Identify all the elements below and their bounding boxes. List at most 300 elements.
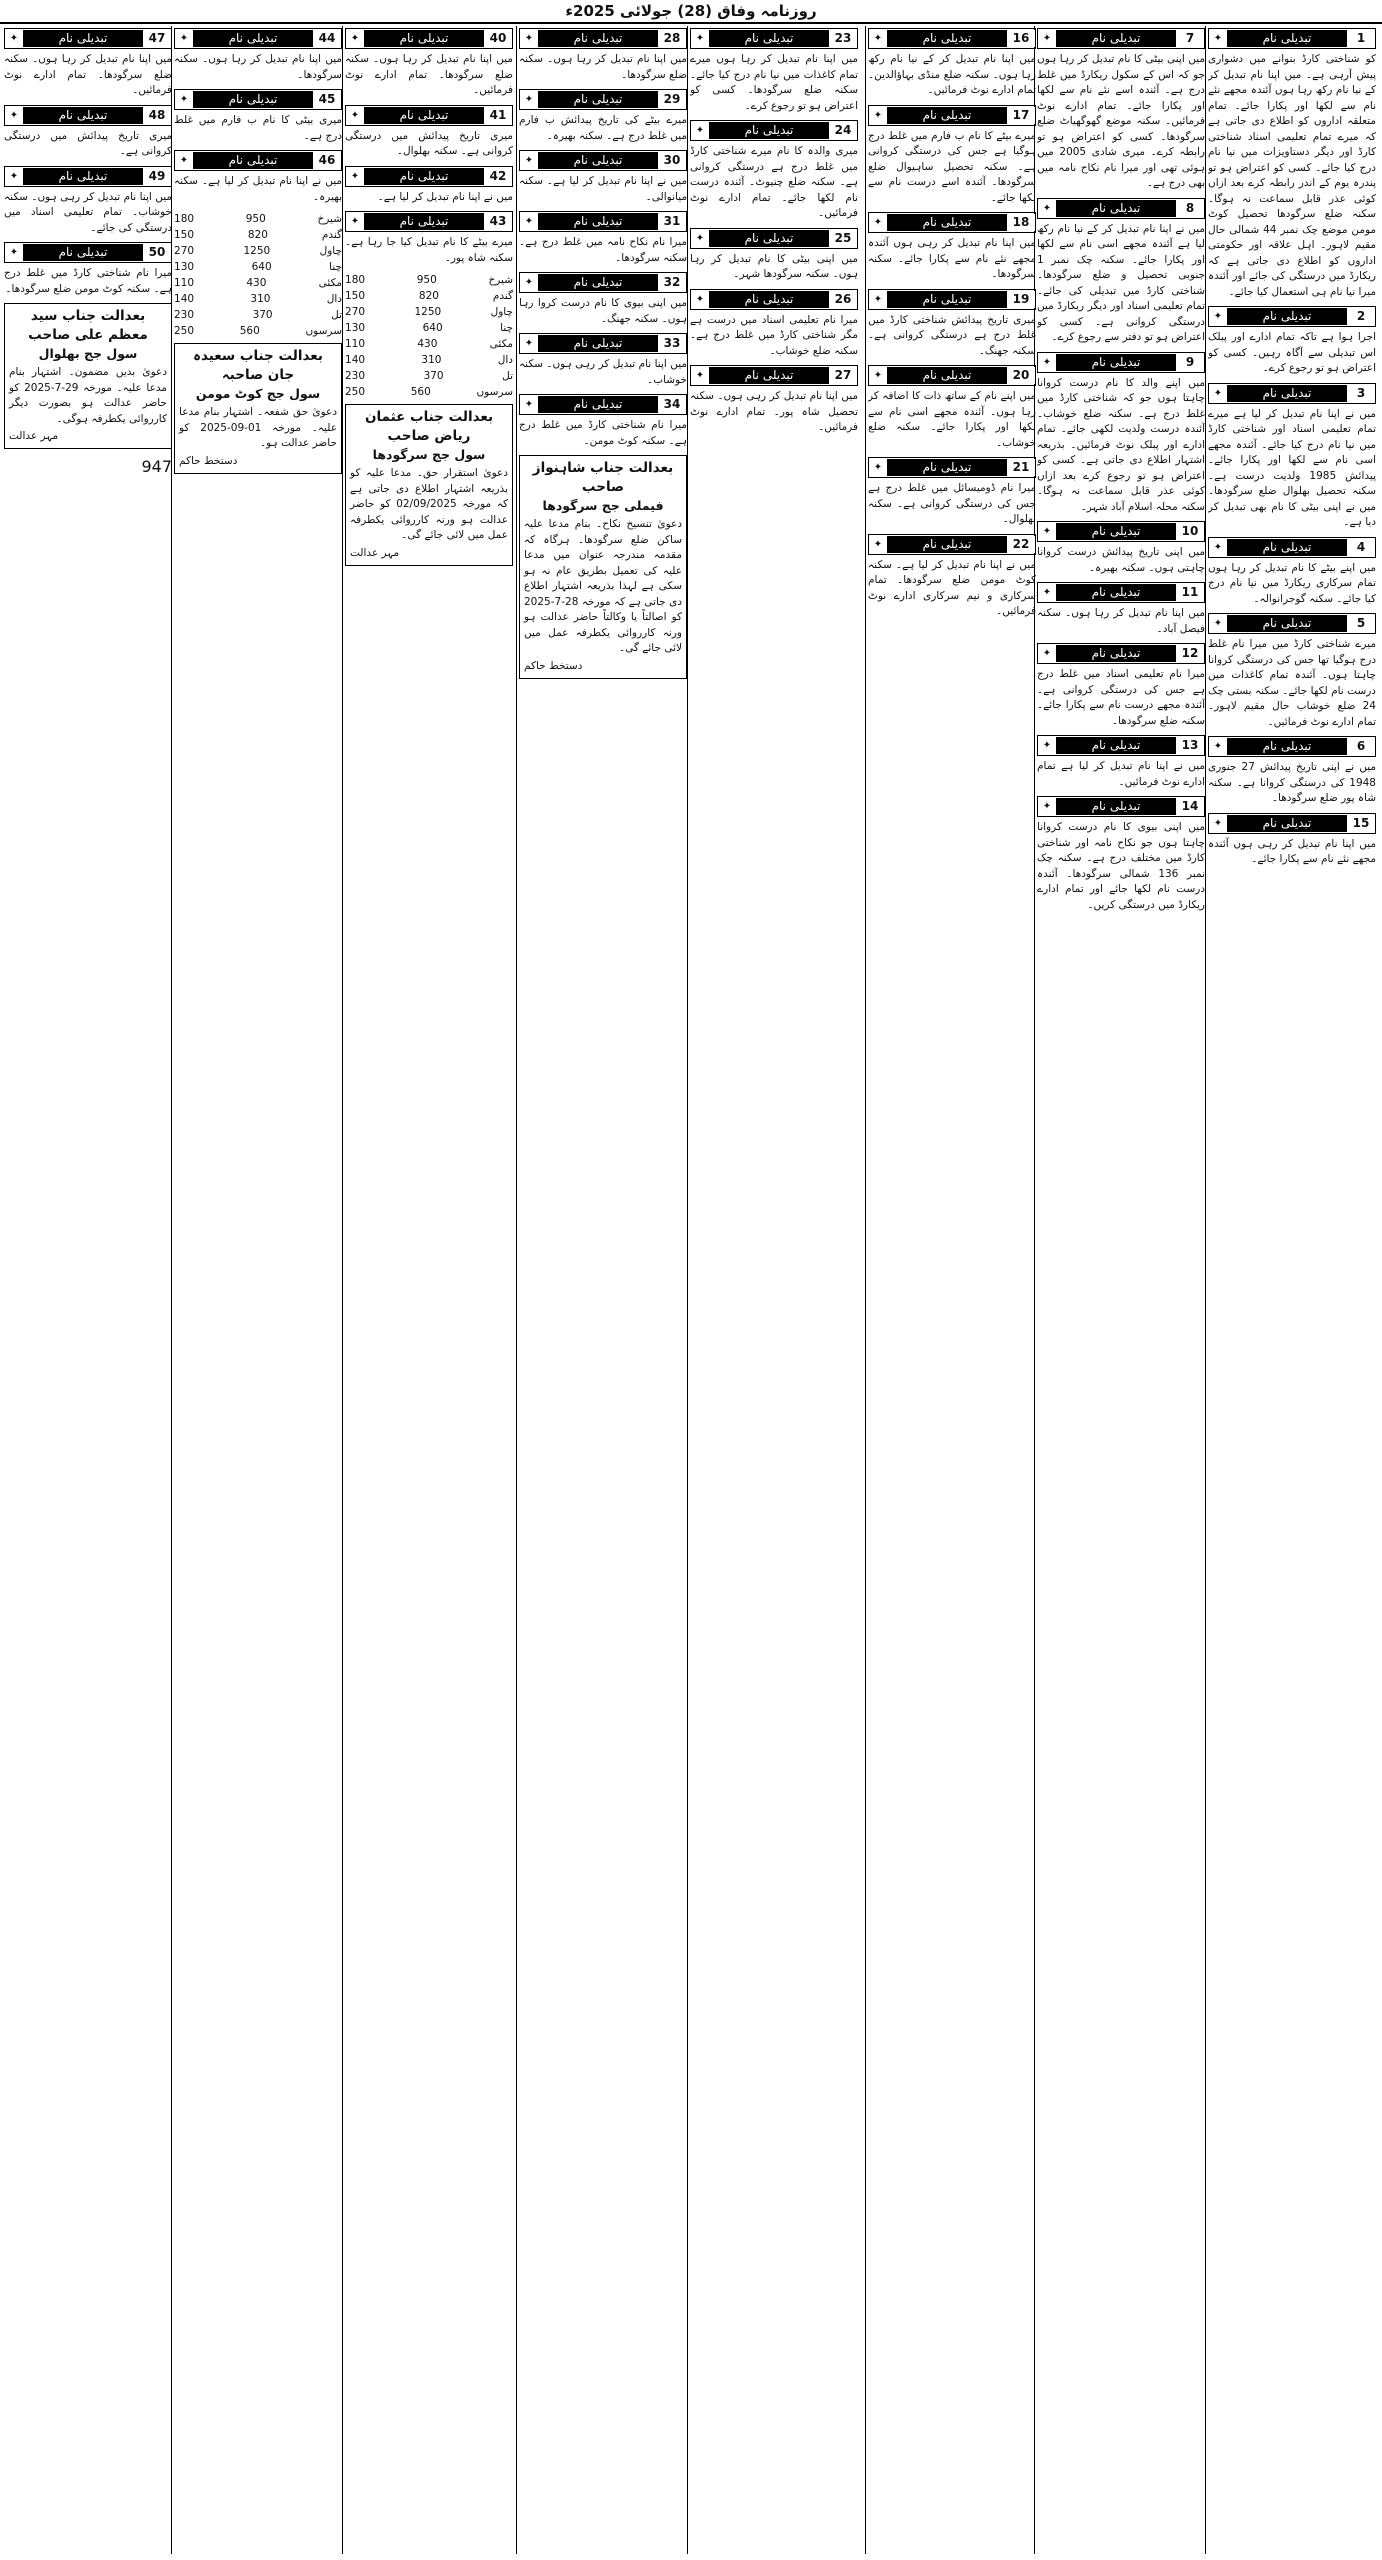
price-row [345, 352, 513, 368]
price-item: دال [326, 293, 342, 305]
price-item: چاول [490, 306, 513, 318]
price-row [174, 291, 342, 307]
notice-item [1037, 796, 1205, 913]
notice-label: تبدیلی نام [710, 230, 828, 247]
notice-item [868, 365, 1036, 451]
notice-body: میں اپنا نام تبدیل کر رہا ہوں۔ سکنہ سرگودھا۔ [174, 53, 342, 81]
notice-header [174, 28, 342, 49]
notice-header [690, 120, 858, 141]
notice-item [345, 211, 513, 266]
notice-header [345, 211, 513, 232]
notice-number: 33 [657, 335, 686, 352]
column-divider [342, 26, 343, 2554]
notice-mark-icon: ✦ [1209, 30, 1228, 47]
notice-number: 11 [1175, 584, 1204, 601]
notice-mark-icon: ✦ [520, 91, 539, 108]
notice-item [1208, 306, 1376, 377]
notice-mark-icon: ✦ [1038, 737, 1057, 754]
notice-number: 19 [1006, 291, 1035, 308]
notice-item [174, 150, 342, 205]
price-row [174, 227, 342, 243]
price-item: سرسوں [305, 325, 342, 337]
price-qty: 110 [345, 338, 366, 350]
notice-body: میں اپنی بیٹی کا نام تبدیل کر رہا ہوں۔ سکنہ سرگودھا شہر۔ [690, 252, 858, 280]
notice-header [519, 89, 687, 110]
price-row [345, 272, 513, 288]
notice-mark-icon: ✦ [520, 396, 539, 413]
notice-number: 50 [142, 244, 171, 261]
notice-label: تبدیلی نام [1057, 354, 1175, 371]
notice-number: 9 [1175, 354, 1204, 371]
court-subtitle: سول جج سرگودھا [372, 447, 486, 462]
notice-item [519, 394, 687, 449]
court-body: دعویٰ بدیں مضمون۔ اشتہار بنام مدعا علیہ۔ مورخہ 29-7-2025 کو حاضر عدالت ہو بصورت دیگر کارروائی یکطرفہ ہوگی۔ [9, 366, 167, 425]
notice-mark-icon: ✦ [869, 214, 888, 231]
notice-header [345, 28, 513, 49]
notice-header [1037, 735, 1205, 756]
notice-body: میری تاریخ پیدائش شناختی کارڈ میں غلط درج ہے درستگی کروانی ہے۔ سکنہ جھنگ۔ [868, 313, 1036, 357]
notice-label: تبدیلی نام [888, 214, 1006, 231]
notice-mark-icon: ✦ [869, 291, 888, 308]
column-4 [690, 26, 858, 2554]
notice-number: 24 [828, 122, 857, 139]
notice-item [519, 272, 687, 327]
notice-body: میں اپنے بیٹے کا نام تبدیل کر رہا ہوں تمام سرکاری ریکارڈ میں نیا نام درج کیا جائے۔ سکنہ گوجرانوالہ۔ [1208, 561, 1376, 605]
price-value: 430 [246, 277, 267, 289]
notice-mark-icon: ✦ [520, 335, 539, 352]
notice-label: تبدیلی نام [888, 291, 1006, 308]
notice-header [4, 166, 172, 187]
price-qty: 180 [174, 213, 195, 225]
notice-mark-icon: ✦ [691, 230, 710, 247]
notice-body: میں اپنا نام تبدیل کر کے نیا نام رکھ رہا ہوں۔ سکنہ ضلع منڈی بہاؤالدین۔ تمام ادارے نوٹ فرمائیں۔ [868, 53, 1036, 96]
notice-item [519, 150, 687, 205]
price-item: گندم [492, 290, 513, 302]
notice-number: 3 [1346, 385, 1375, 402]
notice-item [868, 105, 1036, 207]
notice-number: 32 [657, 274, 686, 291]
notice-label: تبدیلی نام [1228, 539, 1346, 556]
notice-mark-icon: ✦ [520, 213, 539, 230]
court-title: بعدالت جناب شاہنواز صاحب [532, 460, 674, 495]
notice-number: 27 [828, 367, 857, 384]
notice-number: 12 [1175, 645, 1204, 662]
notice-body: میں اپنی بیٹی کا نام تبدیل کر رہا ہوں جو کہ اس کے سکول ریکارڈ میں غلط درج ہے۔ آئندہ اسے نئے نام سے لکھا اور پکارا جائے۔ تمام ادارے نوٹ فرمائیں۔ سکنہ موضع گھوگھیاٹ ضلع سرگودھا۔ کسی کو اعتراض ہو تو رابطہ کرے۔ میری شادی 2005 میں ہوئی تھی اور میرا نام نکاح نامہ میں بھی درج ہے۔ [1037, 53, 1205, 189]
notice-item [1037, 521, 1205, 576]
notice-number: 13 [1175, 737, 1204, 754]
notice-body: کو شناختی کارڈ بنوانے میں دشواری پیش آرہی ہے۔ میں اپنا نام تبدیل کر کے نیا نام رکھ رہا ہوں آئندہ مجھے نئے نام سے لکھا اور پکارا جائے۔ تمام متعلقہ اداروں کو اطلاع دی جاتی ہے کہ میرے تمام تعلیمی اسناد شناختی کارڈ اور دیگر دستاویزات میں نیا نام درج کیا جائے۔ کسی کو اعتراض ہو تو پندرہ یوم کے اندر رابطہ کرے بعد ازاں کوئی عذر قابل سماعت نہ ہوگا۔ سکنہ ضلع سرگودھا تحصیل کوٹ مومن موضع چک نمبر 44 شمالی حال مقیم لاہور۔ اہل علاقہ اور حکومتی اداروں کو اطلاع دی جاتی ہے کہ ریکارڈ میں درستگی کی جائے اور آئندہ میرا نیا نام ہی استعمال کیا جائے۔ [1208, 53, 1376, 298]
notice-label: تبدیلی نام [888, 30, 1006, 47]
notice-mark-icon: ✦ [1038, 523, 1057, 540]
price-row [174, 243, 342, 259]
notice-label: تبدیلی نام [1057, 798, 1175, 815]
price-item: تل [502, 370, 513, 382]
column-7 [174, 26, 342, 2554]
notice-mark-icon: ✦ [1038, 354, 1057, 371]
notice-mark-icon: ✦ [5, 244, 24, 261]
notice-item [174, 28, 342, 83]
notice-header [1208, 383, 1376, 404]
notice-label: تبدیلی نام [24, 168, 142, 185]
notice-number: 25 [828, 230, 857, 247]
notice-mark-icon: ✦ [5, 168, 24, 185]
notice-item [868, 457, 1036, 528]
notice-mark-icon: ✦ [869, 107, 888, 124]
price-item: چنا [500, 322, 513, 334]
price-row [174, 275, 342, 291]
notice-label: تبدیلی نام [1057, 645, 1175, 662]
notice-body: میں اپنا نام تبدیل کر رہا ہوں۔ سکنہ ضلع سرگودھا۔ تمام ادارے نوٹ فرمائیں۔ [345, 53, 513, 96]
notice-mark-icon: ✦ [346, 168, 365, 185]
notice-header [868, 28, 1036, 49]
price-item: چنا [329, 261, 342, 273]
notice-number: 46 [312, 152, 341, 169]
price-item: تل [331, 309, 342, 321]
notice-number: 30 [657, 152, 686, 169]
notice-item [1037, 643, 1205, 729]
court-signature: دستخط حاکم [179, 454, 238, 467]
notice-number: 2 [1346, 308, 1375, 325]
notice-header [4, 242, 172, 263]
notice-header [345, 105, 513, 126]
price-value: 370 [252, 309, 273, 321]
notice-number: 29 [657, 91, 686, 108]
price-qty: 270 [174, 245, 195, 257]
notice-number: 23 [828, 30, 857, 47]
price-item: گندم [321, 229, 342, 241]
notice-label: تبدیلی نام [24, 107, 142, 124]
notice-body: میرے بیٹے کی تاریخ پیدائش ب فارم میں غلط درج ہے۔ سکنہ بھیرہ۔ [519, 114, 687, 142]
notice-item [1208, 537, 1376, 608]
price-value: 640 [422, 322, 443, 334]
notice-header [1208, 736, 1376, 757]
notice-item [690, 289, 858, 360]
court-notice [345, 404, 513, 566]
notice-body: میں اپنی بیوی کا نام درست کروانا چاہتا ہوں جو نکاح نامہ اور شناختی کارڈ میں مختلف درج ہے۔ سکنہ چک نمبر 136 شمالی سرگودھا۔ آئندہ درست نام لکھا جائے اور تمام ادارے ریکارڈ میں درستگی کریں۔ [1037, 821, 1205, 911]
notice-header [1208, 537, 1376, 558]
notice-body: میرا نام شناختی کارڈ میں غلط درج ہے۔ سکنہ کوٹ مومن ضلع سرگودھا۔ [4, 267, 172, 295]
notice-number: 28 [657, 30, 686, 47]
court-signature: مہر عدالت [350, 546, 400, 559]
notice-body: میرے شناختی کارڈ میں میرا نام غلط درج ہوگیا تھا جس کی درستگی کروانا چاہتا ہوں۔ آئندہ تمام کاغذات میں درست نام لکھا جائے۔ سکنہ بستی چک 24 ضلع خوشاب حال مقیم لاہور۔ تمام ادارے نوٹ فرمائیں۔ [1208, 638, 1376, 728]
notice-mark-icon: ✦ [1209, 308, 1228, 325]
notice-item [690, 28, 858, 114]
notice-body: میں نے اپنا نام تبدیل کر لیا ہے تمام ادارے نوٹ فرمائیں۔ [1037, 760, 1205, 788]
notice-body: میں اپنا نام تبدیل کر رہی ہوں آئندہ مجھے نئے نام سے پکارا جائے۔ [1208, 837, 1376, 865]
notice-number: 20 [1006, 367, 1035, 384]
notice-header [519, 333, 687, 354]
notice-number: 6 [1346, 738, 1375, 755]
notice-body: میں اپنے والد کا نام درست کروانا چاہتا ہوں جو کہ شناختی کارڈ میں غلط درج ہے۔ سکنہ ضلع خوشاب۔ آئندہ درست ولدیت لکھی جائے۔ تمام ادارے اور پبلک نوٹ فرمائیں۔ بذریعہ اشتہار اطلاع دی جاتی ہے۔ کسی کو اعتراض ہو تو رجوع کرے بعد ازاں کوئی عذر قابل سماعت نہ ہوگا۔ سکنہ محلہ اسلام آباد شہر۔ [1037, 376, 1205, 513]
notice-item [868, 534, 1036, 620]
price-qty: 250 [345, 386, 366, 398]
notice-label: تبدیلی نام [1057, 737, 1175, 754]
notice-number: 42 [483, 168, 512, 185]
notice-label: تبدیلی نام [194, 152, 312, 169]
notice-label: تبدیلی نام [24, 30, 142, 47]
price-value: 370 [423, 370, 444, 382]
notice-label: تبدیلی نام [539, 335, 657, 352]
court-title: بعدالت جناب عثمان ریاض صاحب [364, 409, 494, 444]
court-notice [519, 455, 687, 679]
notice-header [868, 457, 1036, 478]
notice-label: تبدیلی نام [24, 244, 142, 261]
notice-mark-icon: ✦ [1209, 815, 1228, 832]
price-row [174, 323, 342, 339]
notice-label: تبدیلی نام [539, 152, 657, 169]
notice-label: تبدیلی نام [1228, 738, 1346, 755]
notice-header [1208, 613, 1376, 634]
price-value: 560 [239, 325, 260, 337]
price-item: دال [497, 354, 513, 366]
notice-header [1037, 521, 1205, 542]
price-qty: 130 [345, 322, 366, 334]
notice-header [4, 105, 172, 126]
price-value: 640 [251, 261, 272, 273]
column-6 [345, 26, 513, 2554]
price-item: سرسوں [476, 386, 513, 398]
notice-number: 18 [1006, 214, 1035, 231]
notice-mark-icon: ✦ [346, 107, 365, 124]
notice-body: میرا نام تعلیمی اسناد میں غلط درج ہے جس کی درستگی کروانی ہے۔ آئندہ مجھے درست نام سے پکارا جائے۔ سکنہ ضلع سرگودھا۔ [1037, 668, 1205, 727]
notice-mark-icon: ✦ [691, 30, 710, 47]
notice-number: 45 [312, 91, 341, 108]
notice-header [1037, 28, 1205, 49]
notice-item [4, 242, 172, 297]
price-qty: 140 [345, 354, 366, 366]
price-row [345, 384, 513, 400]
notice-header [519, 150, 687, 171]
price-row [345, 304, 513, 320]
notice-body: میں نے اپنا نام تبدیل کر لیا ہے۔ سکنہ کوٹ مومن ضلع سرگودھا۔ تمام سرکاری و نیم سرکاری ادارے نوٹ فرمائیں۔ [868, 558, 1036, 617]
court-body: دعویٰ تنسیخ نکاح۔ بنام مدعا علیہ ساکن ضلع سرگودھا۔ ہرگاہ کہ مقدمہ مندرجہ عنوان میں مدعا علیہ کی تعمیل بطریق عام نہ ہو سکی ہے لہذا بذریعہ اشتہار اطلاع دی جاتی ہے کہ مورخہ 28-7-2025 کو اصالتاً یا وکالتاً حاضر عدالت ہو ورنہ کارروائی یکطرفہ عمل میں لائی جائے گی۔ [524, 518, 682, 654]
column-divider [516, 26, 517, 2554]
price-value: 560 [410, 386, 431, 398]
notice-mark-icon: ✦ [691, 122, 710, 139]
notice-label: تبدیلی نام [539, 30, 657, 47]
notice-header [690, 28, 858, 49]
column-8 [4, 26, 172, 2554]
notice-mark-icon: ✦ [1038, 200, 1057, 217]
notice-item [519, 28, 687, 83]
notice-header [868, 534, 1036, 555]
price-value: 310 [250, 293, 271, 305]
notice-header [1208, 28, 1376, 49]
price-qty: 110 [174, 277, 195, 289]
notice-item [1208, 736, 1376, 807]
notice-label: تبدیلی نام [888, 367, 1006, 384]
notice-label: تبدیلی نام [888, 536, 1006, 553]
price-item: شیرخ [317, 213, 342, 225]
notice-number: 47 [142, 30, 171, 47]
notice-header [4, 28, 172, 49]
price-qty: 150 [174, 229, 195, 241]
footer-number: 947 [141, 457, 172, 476]
court-title: بعدالت جناب سعیدہ جان صاحبہ [193, 348, 323, 383]
price-row [345, 320, 513, 336]
court-subtitle: سول جج کوٹ مومن [195, 386, 321, 401]
notice-number: 49 [142, 168, 171, 185]
notice-label: تبدیلی نام [710, 367, 828, 384]
price-item: مکئی [318, 277, 342, 289]
notice-header [345, 166, 513, 187]
notice-mark-icon: ✦ [869, 367, 888, 384]
notice-body: میں نے اپنا نام تبدیل کر کے نیا نام رکھ لیا ہے آئندہ مجھے اسی نام سے لکھا اور پکارا جائے۔ سکنہ چک نمبر 1 جنوبی تحصیل و ضلع سرگودھا۔ شناختی کارڈ میں تبدیلی کی جائے۔ تمام تعلیمی اسناد اور دیگر ریکارڈ میں درستگی کروانی ہے۔ کسی کو اعتراض ہو تو دفتر سے رجوع کرے۔ [1037, 222, 1205, 343]
notice-header [1037, 198, 1205, 219]
notice-mark-icon: ✦ [346, 30, 365, 47]
notice-item [174, 89, 342, 144]
court-notice [4, 303, 172, 449]
notice-item [868, 212, 1036, 283]
price-qty: 180 [345, 274, 366, 286]
notice-mark-icon: ✦ [1038, 645, 1057, 662]
notice-label: تبدیلی نام [365, 168, 483, 185]
notice-body: میں اپنا نام تبدیل کر رہا ہوں میرے تمام کاغذات میں نیا نام درج کیا جائے۔ سکنہ ضلع سرگودھا۔ کسی کو اعتراض ہو تو رجوع کرے۔ [690, 53, 858, 112]
notice-mark-icon: ✦ [691, 291, 710, 308]
notice-mark-icon: ✦ [869, 459, 888, 476]
court-subtitle: فیملی جج سرگودھا [542, 498, 664, 513]
price-qty: 250 [174, 325, 195, 337]
notice-label: تبدیلی نام [1057, 523, 1175, 540]
court-subtitle: سول جج بھلوال [38, 346, 138, 361]
notice-mark-icon: ✦ [1209, 615, 1228, 632]
notice-mark-icon: ✦ [869, 536, 888, 553]
notice-body: میں اپنا نام تبدیل کر رہی ہوں آئندہ مجھے نئے نام سے پکارا جائے۔ سکنہ سرگودھا۔ [868, 237, 1036, 280]
notice-mark-icon: ✦ [5, 107, 24, 124]
notice-header [1037, 643, 1205, 664]
notice-header [690, 228, 858, 249]
notice-body: میں اپنی بیوی کا نام درست کروا رہا ہوں۔ سکنہ جھنگ۔ [519, 297, 687, 325]
notice-body: میں اپنی تاریخ پیدائش درست کروانا چاہتی ہوں۔ سکنہ بھیرہ۔ [1037, 546, 1205, 574]
notice-label: تبدیلی نام [1228, 615, 1346, 632]
notice-body: میں اپنا نام تبدیل کر رہا ہوں۔ سکنہ فیصل آباد۔ [1037, 607, 1205, 635]
notice-item [519, 333, 687, 388]
notice-item [1208, 613, 1376, 730]
notice-number: 44 [312, 30, 341, 47]
notice-item [345, 28, 513, 99]
notice-mark-icon: ✦ [1038, 584, 1057, 601]
column-1 [1208, 26, 1376, 2554]
notice-body: میری والدہ کا نام میرے شناختی کارڈ میں غلط درج ہے درستگی کروانی ہے۔ سکنہ ضلع چنیوٹ۔ آئندہ درست نام لکھا جائے۔ تمام ادارے نوٹ فرمائیں۔ [690, 145, 858, 219]
price-row [345, 368, 513, 384]
notice-label: تبدیلی نام [539, 396, 657, 413]
column-3 [868, 26, 1036, 2554]
price-list [345, 272, 513, 400]
notice-number: 15 [1346, 815, 1375, 832]
price-value: 430 [417, 338, 438, 350]
notice-body: میرے بیٹے کا نام تبدیل کیا جا رہا ہے۔ سکنہ شاہ پور۔ [345, 236, 513, 264]
notice-label: تبدیلی نام [710, 30, 828, 47]
price-row [174, 307, 342, 323]
price-item: مکئی [489, 338, 513, 350]
price-qty: 140 [174, 293, 195, 305]
notice-number: 1 [1346, 30, 1375, 47]
court-body: دعویٰ استقرار حق۔ مدعا علیہ کو بذریعہ اشتہار اطلاع دی جاتی ہے کہ مورخہ 02/09/2025 کو حاضر عدالت ہو ورنہ کارروائی یکطرفہ عمل میں لائی جائے گی۔ [350, 467, 508, 541]
price-row [345, 288, 513, 304]
court-notice [174, 343, 342, 474]
notice-mark-icon: ✦ [175, 91, 194, 108]
notice-body: میں اپنا نام تبدیل کر رہی ہوں۔ سکنہ خوشاب۔ تمام تعلیمی اسناد میں درستگی کی جائے۔ [4, 190, 172, 234]
notice-label: تبدیلی نام [539, 91, 657, 108]
notice-label: تبدیلی نام [365, 30, 483, 47]
price-value: 820 [418, 290, 439, 302]
notice-label: تبدیلی نام [1057, 200, 1175, 217]
notice-number: 48 [142, 107, 171, 124]
notice-header [174, 150, 342, 171]
notice-body: میں نے اپنا نام تبدیل کر لیا ہے۔ سکنہ میانوالی۔ [519, 175, 687, 203]
notice-header [868, 365, 1036, 386]
price-qty: 270 [345, 306, 366, 318]
price-qty: 130 [174, 261, 195, 273]
notice-mark-icon: ✦ [1209, 738, 1228, 755]
price-value: 310 [421, 354, 442, 366]
notice-label: تبدیلی نام [888, 459, 1006, 476]
notice-number: 7 [1175, 30, 1204, 47]
notice-mark-icon: ✦ [520, 152, 539, 169]
price-qty: 230 [174, 309, 195, 321]
notice-item [1037, 582, 1205, 637]
notice-mark-icon: ✦ [175, 30, 194, 47]
notice-number: 4 [1346, 539, 1375, 556]
price-qty: 150 [345, 290, 366, 302]
notice-header [1208, 813, 1376, 834]
price-item: چاول [319, 245, 342, 257]
notice-mark-icon: ✦ [520, 30, 539, 47]
column-divider [687, 26, 688, 2554]
notice-label: تبدیلی نام [1057, 584, 1175, 601]
court-title: بعدالت جناب سید معظم علی صاحب [28, 308, 148, 343]
court-signature: دستخط حاکم [524, 659, 583, 672]
notice-mark-icon: ✦ [1038, 30, 1057, 47]
masthead: روزنامہ وفاق (28) جولائی 2025ء [0, 0, 1382, 24]
notice-item [1037, 198, 1205, 346]
notice-mark-icon: ✦ [346, 213, 365, 230]
notice-mark-icon: ✦ [869, 30, 888, 47]
notice-item [868, 28, 1036, 99]
notice-body: میں نے اپنا نام تبدیل کر لیا ہے میرے تمام تعلیمی اسناد اور شناختی کارڈ میں نیا نام درج کیا جائے۔ آئندہ مجھے اسی نام سے لکھا اور پکارا جائے۔ پیدائش 1985 ولدیت درست ہے۔ سکنہ تحصیل بھلوال ضلع سرگودھا۔ میں نے اپنی بیٹی کا نام بھی تبدیل کر دیا ہے۔ [1208, 407, 1376, 528]
notice-mark-icon: ✦ [1209, 385, 1228, 402]
notice-body: میرا نام ڈومیسائل میں غلط درج ہے جس کی درستگی کروانی ہے۔ سکنہ بھلوال۔ [868, 482, 1036, 525]
notice-body: اجرا ہوا ہے تاکہ تمام ادارے اور پبلک اس تبدیلی سے آگاہ رہیں۔ کسی کو اعتراض ہو تو رجوع کرے۔ [1208, 331, 1376, 374]
notice-item [345, 105, 513, 160]
column-5 [519, 26, 687, 2554]
price-list [174, 211, 342, 339]
notice-number: 21 [1006, 459, 1035, 476]
notice-mark-icon: ✦ [175, 152, 194, 169]
notice-header [690, 365, 858, 386]
notice-header [868, 289, 1036, 310]
notice-header [868, 105, 1036, 126]
notice-label: تبدیلی نام [194, 91, 312, 108]
notice-header [519, 28, 687, 49]
notice-header [519, 394, 687, 415]
notice-header [690, 289, 858, 310]
notice-item [4, 28, 172, 99]
notice-body: میرا نام تعلیمی اسناد میں درست ہے مگر شناختی کارڈ میں غلط درج ہے۔ سکنہ ضلع خوشاب۔ [690, 313, 858, 357]
notice-number: 43 [483, 213, 512, 230]
notice-item [868, 289, 1036, 360]
court-signature: مہر عدالت [9, 430, 59, 442]
notice-label: تبدیلی نام [1228, 30, 1346, 47]
notice-item [690, 228, 858, 283]
notice-body: میں نے اپنی تاریخ پیدائش 27 جنوری 1948 کی درستگی کروانا ہے۔ سکنہ شاہ پور ضلع سرگودھا۔ [1208, 761, 1376, 804]
notice-number: 16 [1006, 30, 1035, 47]
notice-number: 26 [828, 291, 857, 308]
notice-mark-icon: ✦ [5, 30, 24, 47]
notice-item [519, 211, 687, 266]
notice-number: 5 [1346, 615, 1375, 632]
notice-label: تبدیلی نام [365, 213, 483, 230]
